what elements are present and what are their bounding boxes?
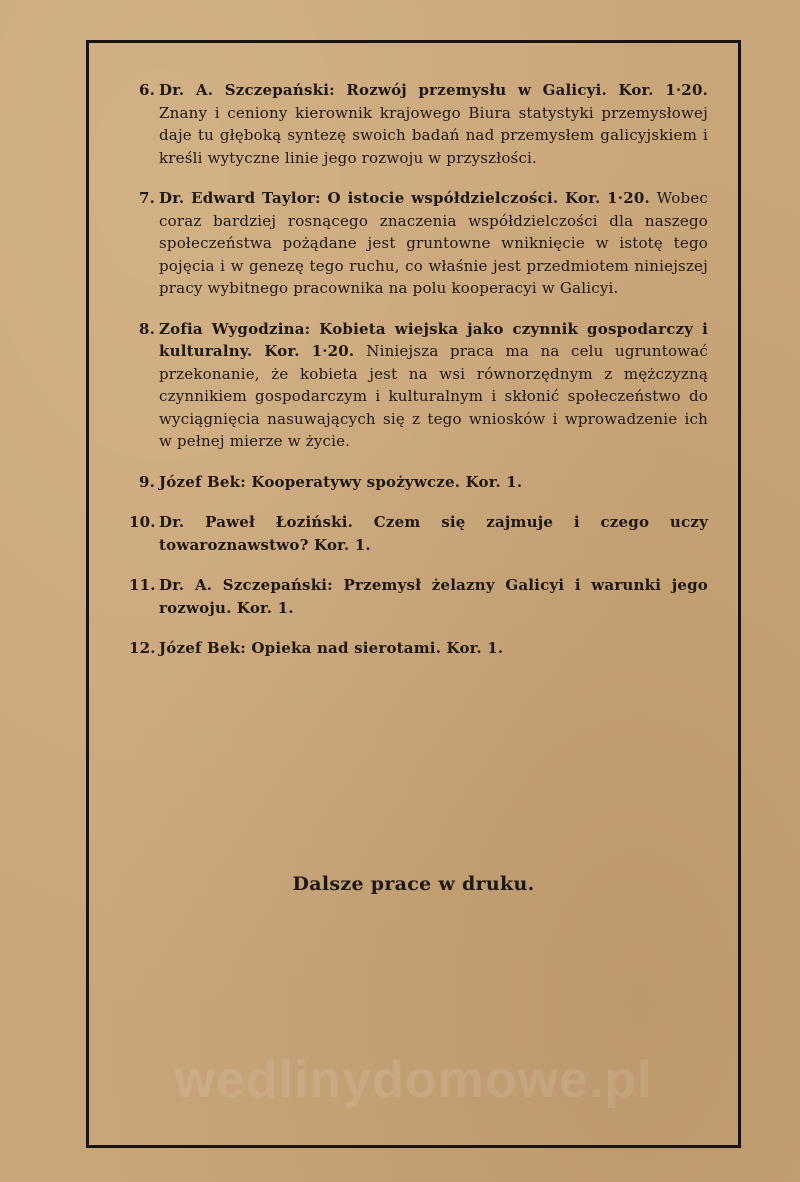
page-frame <box>86 40 741 1148</box>
entry-title: Dr. Edward Taylor: O istocie współdzielczości. Kor. 1·20. <box>159 189 657 207</box>
entry-description: Znany i ceniony kierownik krajowego Biura statystyki przemysłowej daje tu głęboką syntezę swoich badań nad przemysłem galicyjskiem i kreśli wytyczne linie jego rozwoju w przyszłości. <box>159 103 708 167</box>
entry-number: 10. <box>129 513 156 531</box>
entry-number: 6. <box>138 81 155 99</box>
list-item <box>129 511 708 556</box>
entry-title: Zofia Wygodzina: Kobieta wiejska jako czynnik gospodarczy i kulturalny. Kor. 1·20. <box>159 319 708 360</box>
entry-description: Wobec coraz bardziej rosnącego znaczenia współdzielczości dla naszego społeczeństwa pożądane jest gruntowne wniknięcie w istotę tego pojęcia i w genezę tego ruchu, co właśnie jest przedmiotem niniejszej pracy wybitnego pracownika na polu kooperacyi w Galicyi. <box>159 189 708 297</box>
list-item <box>129 187 708 300</box>
entry-title: Józef Bek: Opieka nad sierotami. Kor. 1. <box>159 639 504 657</box>
entry-number: 12. <box>129 639 156 657</box>
list-item <box>129 318 708 453</box>
list-item <box>129 471 708 494</box>
list-item <box>129 637 708 660</box>
watermark: wedlinydomowe.pl <box>174 1051 653 1109</box>
entry-number: 11. <box>129 576 156 594</box>
entry-title: Dr. A. Szczepański: Rozwój przemysłu w Galicyi. Kor. 1·20. <box>159 81 708 99</box>
entry-number: 9. <box>138 472 155 491</box>
list-item <box>129 574 708 619</box>
entry-number: 8. <box>138 319 155 338</box>
publication-list <box>129 79 708 678</box>
entry-description: Niniejsza praca ma na celu ugruntować przekonanie, że kobieta jest na wsi równorzędnym z mężczyzną czynnikiem gospodarczym i kulturalnym i skłonić społeczeństwo do wyciągnięcia nasuwających się z tego wniosków i wprowadzenie ich w pełnej mierze w życie. <box>159 342 708 450</box>
list-item <box>129 79 708 169</box>
entry-number: 7. <box>138 189 155 207</box>
entry-title: Dr. Paweł Łoziński. Czem się zajmuje i czego uczy towaroznawstwo? Kor. 1. <box>159 513 708 554</box>
entry-title: Dr. A. Szczepański: Przemysł żelazny Galicyi i warunki jego rozwoju. Kor. 1. <box>159 576 708 617</box>
footer-note: Dalsze prace w druku. <box>292 873 535 895</box>
entry-title: Józef Bek: Kooperatywy spożywcze. Kor. 1. <box>159 472 523 491</box>
